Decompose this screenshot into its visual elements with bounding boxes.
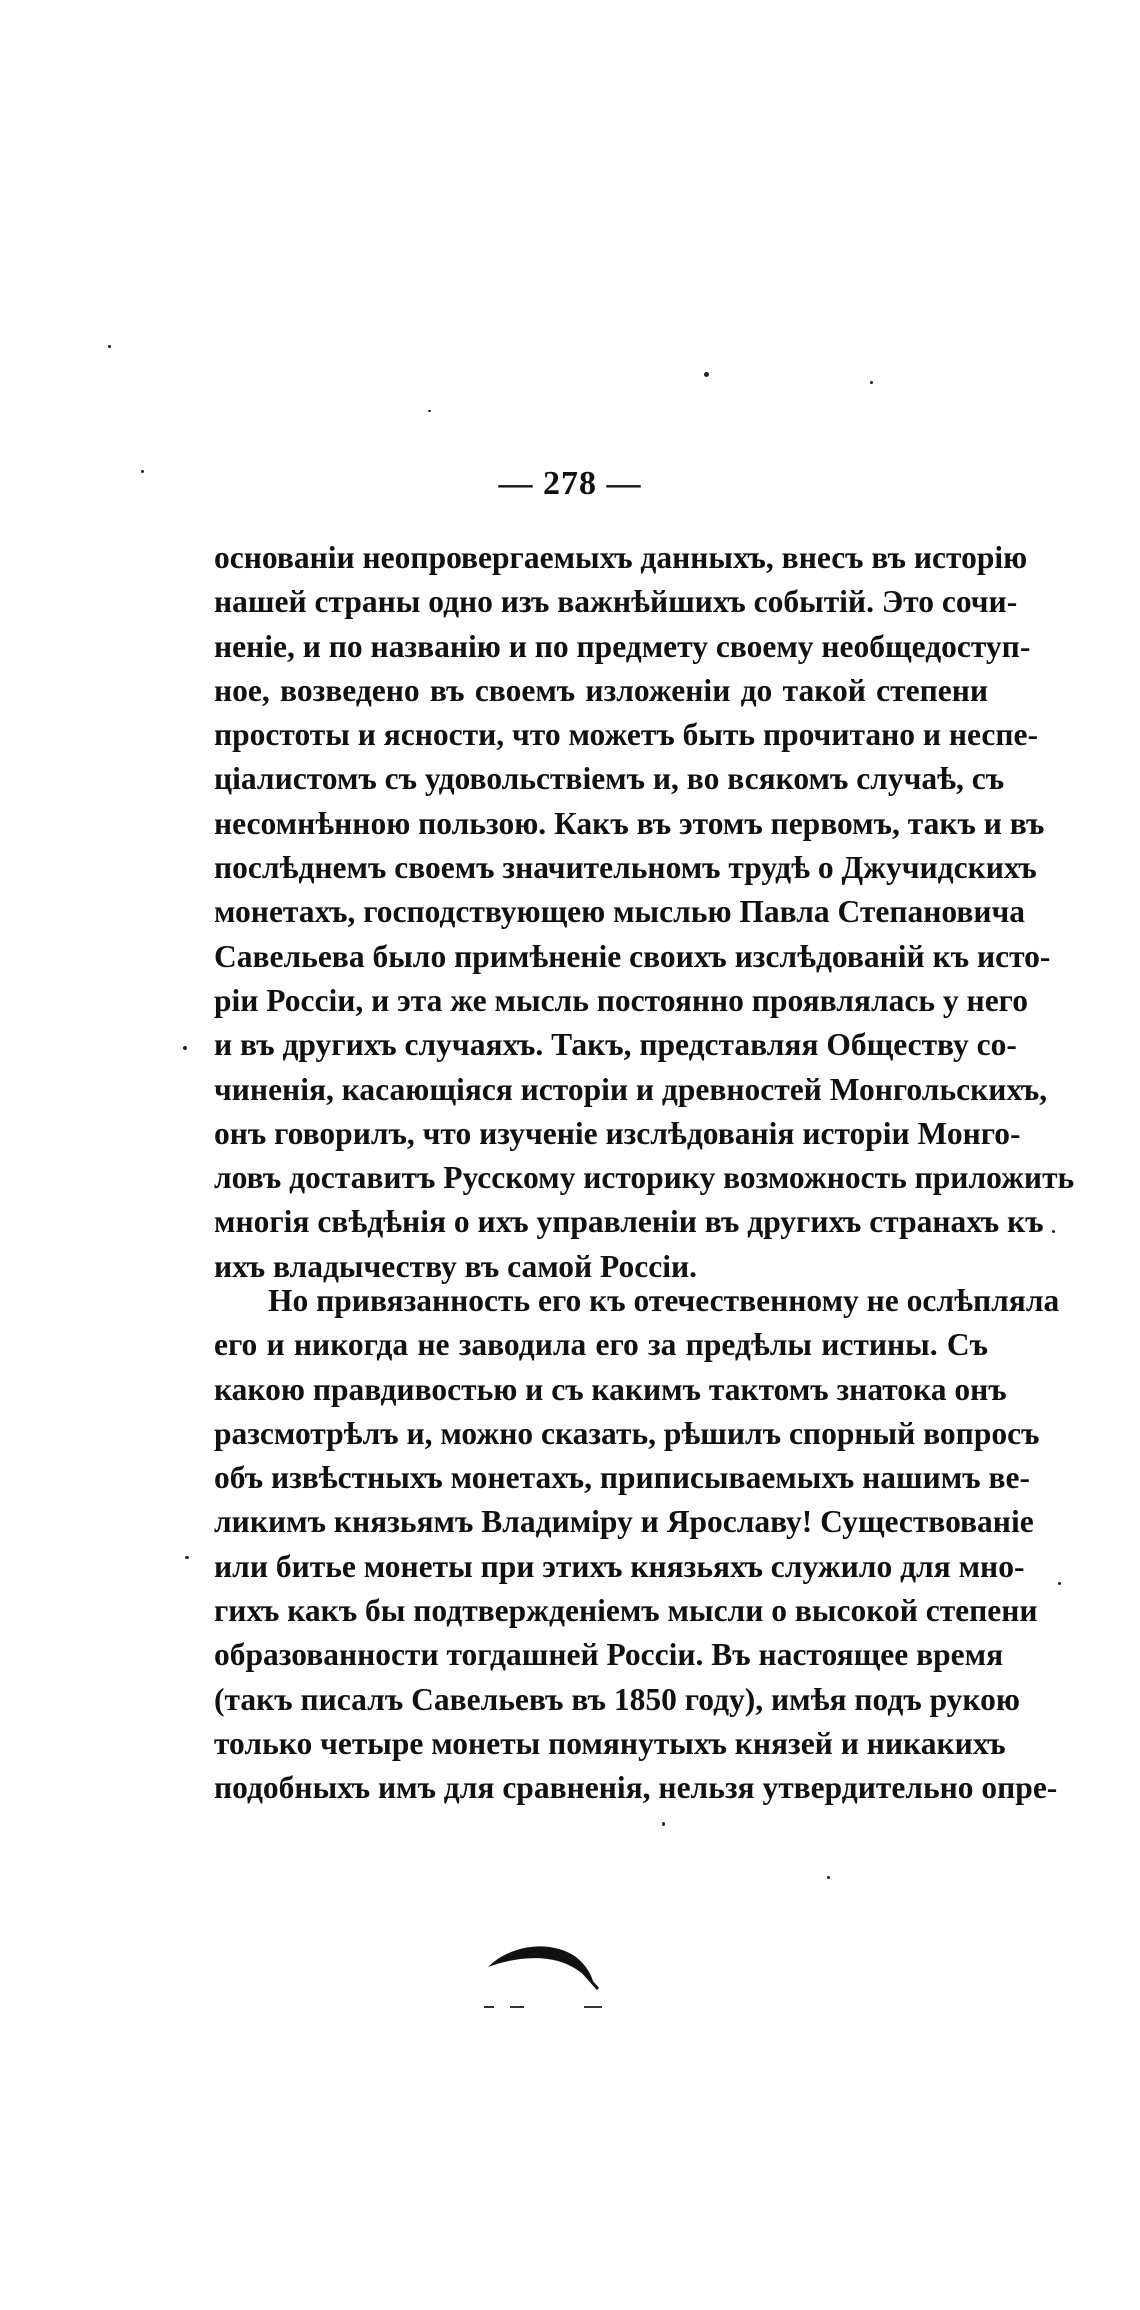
text-line: подобныхъ имъ для сравненія, нельзя утвердительно опре- [214, 1770, 1058, 1806]
text-line: образованности тогдашней Россіи. Въ настоящее время [214, 1637, 1004, 1673]
text-line: какою правдивостью и съ какимъ тактомъ знатока онъ [214, 1371, 1007, 1407]
text-line: ликимъ князьямъ Владиміру и Ярославу! Существованіе [214, 1504, 1034, 1540]
text-line: основаніи неопровергаемыхъ данныхъ, внесъ въ исторію [214, 540, 1028, 575]
page-number: — 278 — [498, 465, 642, 502]
paper-speck [827, 1876, 830, 1879]
text-line: неніе, и по названію и по предмету своему необщедоступ- [214, 628, 1031, 664]
text-line: чиненія, касающіяся исторіи и древностей Монгольскихъ, [214, 1071, 1048, 1107]
text-line: только четыре монеты помянутыхъ князей и никакихъ [214, 1725, 1006, 1761]
text-line: ціалистомъ съ удовольствіемъ и, во всякомъ случаѣ, съ [214, 761, 1005, 797]
text-line: объ извѣстныхъ монетахъ, приписываемыхъ нашимъ ве- [214, 1460, 1030, 1496]
text-line: его и никогда не заводила его за предѣлы истины. Съ [214, 1327, 988, 1363]
paper-speck [1052, 1230, 1055, 1233]
text-line: несомнѣнною пользою. Какъ въ этомъ первомъ, такъ и въ [214, 805, 1045, 841]
text-line: многія свѣдѣнія о ихъ управленіи въ другихъ странахъ къ [214, 1204, 1044, 1240]
paper-speck [141, 470, 144, 473]
paper-speck [1058, 1582, 1061, 1585]
text-line: ріи Россіи, и эта же мысль постоянно проявлялась у него [214, 982, 1028, 1018]
text-line: ное, возведено въ своемъ изложеніи до такой степени [214, 672, 988, 708]
text-line: ловъ доставитъ Русскому историку возможность приложить [214, 1160, 1075, 1196]
tailpiece-swash-ornament-icon [480, 1935, 620, 2015]
text-line: монетахъ, господствующею мыслью Павла Степановича [214, 894, 1026, 930]
text-line: ихъ владычеству въ самой Россіи. [214, 1248, 697, 1284]
text-line: Савельева было примѣненіе своихъ изслѣдованій къ исто- [214, 938, 1051, 974]
text-line: (такъ писалъ Савельевъ въ 1850 году), имѣя подъ рукою [214, 1681, 1020, 1717]
text-line: разсмотрѣлъ и, можно сказать, рѣшилъ спорный вопросъ [214, 1415, 1040, 1451]
paper-speck [108, 345, 111, 348]
text-line: простоты и ясности, что можетъ быть прочитано и неспе- [214, 717, 1038, 753]
paper-speck [662, 1822, 665, 1826]
text-line: или битье монеты при этихъ князьяхъ служило для мно- [214, 1548, 1025, 1584]
paper-speck [428, 410, 431, 412]
paper-speck [870, 381, 873, 384]
paragraph-2 [214, 1279, 1060, 1811]
paper-speck [185, 1556, 189, 1559]
text-line: онъ говорилъ, что изученіе изслѣдованія исторіи Монго- [214, 1115, 1021, 1151]
paper-speck [183, 1046, 187, 1050]
text-line: нашей страны одно изъ важнѣйшихъ событій. Это сочи- [214, 584, 1018, 620]
text-line: послѣднемъ своемъ значительномъ трудѣ о Джучидскихъ [214, 850, 1037, 886]
text-line: гихъ какъ бы подтвержденіемъ мысли о высокой степени [214, 1593, 1038, 1629]
paper-speck [704, 372, 709, 377]
paragraph-1 [214, 536, 1075, 1289]
text-line: Но привязанность его къ отечественному не ослѣпляла [268, 1283, 1060, 1318]
text-line: и въ другихъ случаяхъ. Такъ, представляя Обществу со- [214, 1027, 1017, 1063]
